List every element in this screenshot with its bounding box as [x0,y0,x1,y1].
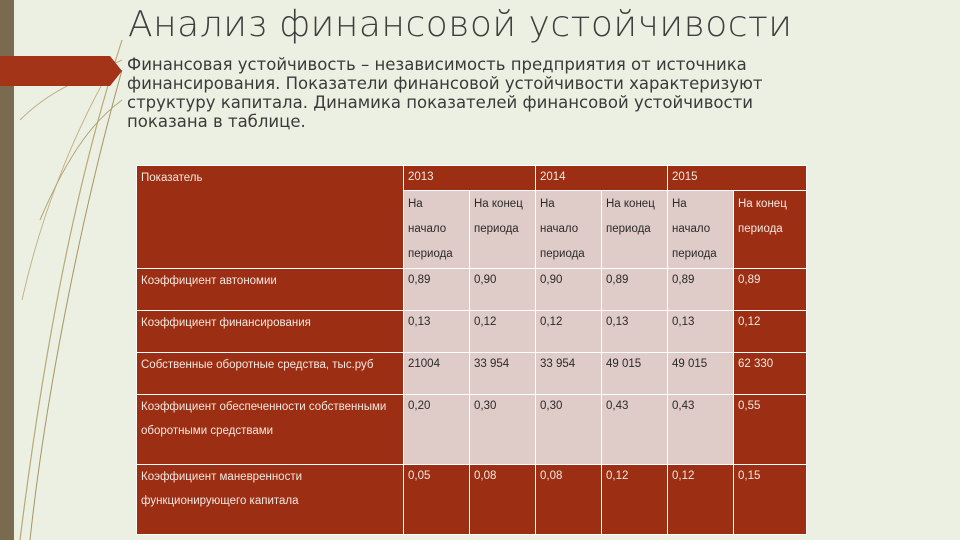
period-header: На начало периода [404,191,470,269]
table-cell: 0,90 [536,269,602,311]
table-cell: 33 954 [536,353,602,395]
row-label: Собственные оборотные средства, тыс.руб [137,353,404,395]
table-cell: 0,13 [404,311,470,353]
header-label: Показатель [137,166,404,269]
table-cell: 0,12 [470,311,536,353]
period-header: На конец периода [602,191,668,269]
table-cell: 0,13 [602,311,668,353]
year-2014: 2014 [536,166,668,191]
table-cell: 33 954 [470,353,536,395]
table-cell: 0,55 [734,395,807,465]
financial-stability-table [136,165,807,535]
table-cell: 49 015 [602,353,668,395]
year-2015: 2015 [668,166,807,191]
table-row [137,395,807,465]
title-arrow-bar [0,56,122,86]
row-label: Коэффициент финансирования [137,311,404,353]
table-cell: 49 015 [668,353,734,395]
table-cell: 0,90 [470,269,536,311]
table-cell: 0,43 [602,395,668,465]
intro-paragraph: Финансовая устойчивость – независимость предприятия от источника финансирования. Показатели финансовой устойчивости характеризуют структуру капитала. Динамика показателей финансовой устойчивости показана в таблице. [127,55,763,131]
table-cell: 0,30 [470,395,536,465]
table-cell: 62 330 [734,353,807,395]
table-cell: 0,08 [470,465,536,535]
year-2013: 2013 [404,166,536,191]
table-cell: 21004 [404,353,470,395]
table-row [137,353,807,395]
table-cell: 0,08 [536,465,602,535]
period-header: На конец периода [470,191,536,269]
period-header: На конец периода [734,191,807,269]
table-cell: 0,89 [668,269,734,311]
row-label: Коэффициент обеспеченности собственными оборотными средствами [137,395,404,465]
table-header-years [137,166,807,191]
table-cell: 0,30 [536,395,602,465]
row-label: Коэффициент автономии [137,269,404,311]
slide-title: Анализ финансовой устойчивости [128,4,793,45]
row-label: Коэффициент маневренности функционирующего капитала [137,465,404,535]
table-cell: 0,13 [668,311,734,353]
period-header: На начало периода [668,191,734,269]
table-cell: 0,89 [404,269,470,311]
table-cell: 0,43 [668,395,734,465]
table-row [137,465,807,535]
table-cell: 0,20 [404,395,470,465]
table-cell: 0,05 [404,465,470,535]
table-cell: 0,12 [602,465,668,535]
table-cell: 0,12 [536,311,602,353]
table-cell: 0,15 [734,465,807,535]
period-header: На начало периода [536,191,602,269]
table-row [137,269,807,311]
table-cell: 0,89 [602,269,668,311]
table-cell: 0,12 [734,311,807,353]
table-cell: 0,89 [734,269,807,311]
table-row [137,311,807,353]
table-cell: 0,12 [668,465,734,535]
